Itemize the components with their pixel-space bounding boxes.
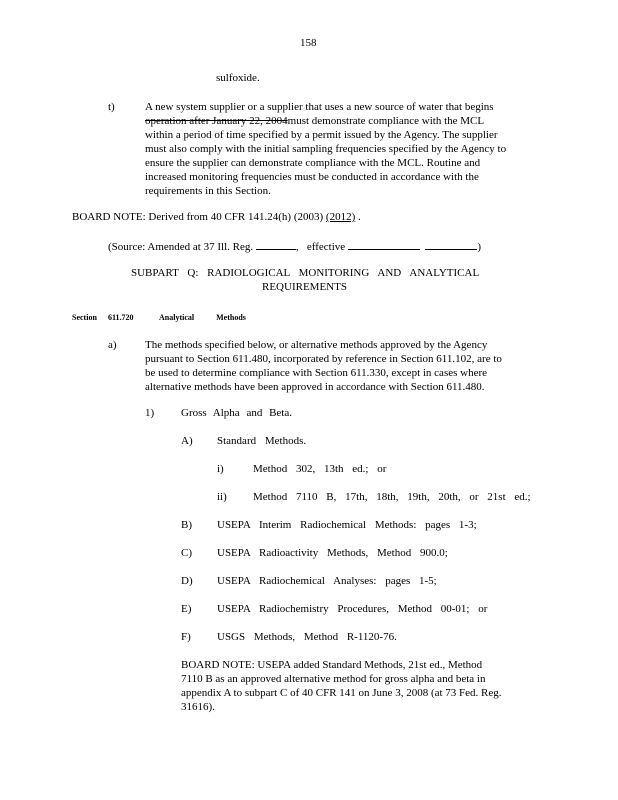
- item-t-line-2-rest: must demonstrate compliance with the MCL: [287, 115, 485, 127]
- item-C-text: USEPA Radioactivity Methods, Method 900.0;: [217, 547, 448, 559]
- item-t-label: t): [108, 101, 115, 113]
- source-blank-3: [425, 240, 477, 250]
- source-line: [108, 240, 481, 253]
- item-a-line-2: pursuant to Section 611.480, incorporated by reference in Section 611.102, are to: [145, 353, 502, 365]
- item-F-text: USGS Methods, Method R-1120-76.: [217, 631, 397, 643]
- board-note-2-line-2: 7110 B as an approved alternative method for gross alpha and beta in: [181, 673, 486, 685]
- sulfoxide-line: sulfoxide.: [216, 72, 260, 84]
- item-A-label: A): [181, 435, 193, 447]
- item-F-label: F): [181, 631, 191, 643]
- item-i-text: Method 302, 13th ed.; or: [253, 463, 387, 475]
- item-i-label: i): [217, 463, 224, 475]
- subpart-heading-line-1: SUBPART Q: RADIOLOGICAL MONITORING AND ANALYTICAL: [131, 267, 480, 279]
- section-number: 611.720: [108, 313, 134, 322]
- item-B-label: B): [181, 519, 192, 531]
- item-t-line-4: must also comply with the initial sampling frequencies specified by the Agency to: [145, 143, 507, 155]
- section-title: Analytical Methods: [159, 313, 246, 322]
- source-prefix: (Source: Amended at 37 Ill. Reg.: [108, 241, 254, 253]
- item-t-line-7: requirements in this Section.: [145, 185, 271, 197]
- item-a-line-4: alternative methods have been approved in accordance with Section 611.480.: [145, 381, 485, 393]
- item-t-line-3: within a period of time specified by a permit issued by the Agency. The supplier: [145, 129, 498, 141]
- board-note-2-line-3: appendix A to subpart C of 40 CFR 141 on June 3, 2008 (at 73 Fed. Reg.: [181, 687, 502, 699]
- source-blank-1: [256, 240, 296, 250]
- item-t-line-1: A new system supplier or a supplier that uses a new source of water that begins: [145, 101, 494, 113]
- page-number: 158: [300, 37, 317, 49]
- item-ii-text: Method 7110 B, 17th, 18th, 19th, 20th, or 21st ed.;: [253, 491, 531, 503]
- item-t-struck-text: operation after January 22, 2004: [145, 115, 288, 127]
- item-t-line-6: increased monitoring frequencies must be conducted in accordance with the: [145, 171, 479, 183]
- board-note-1-underlined: (2012): [325, 211, 356, 223]
- board-note-1: [72, 211, 361, 223]
- item-E-text: USEPA Radiochemistry Procedures, Method 00-01; or: [217, 603, 488, 615]
- board-note-1-prefix: BOARD NOTE: Derived from 40 CFR 141.24(h) (2003): [72, 211, 324, 223]
- item-C-label: C): [181, 547, 192, 559]
- subpart-heading-line-2: REQUIREMENTS: [262, 281, 347, 293]
- source-close: ): [477, 241, 482, 253]
- item-a-paragraph: [145, 338, 529, 394]
- board-note-2: [181, 658, 527, 714]
- item-1-text: Gross Alpha and Beta.: [181, 407, 292, 419]
- item-D-text: USEPA Radiochemical Analyses: pages 1-5;: [217, 575, 437, 587]
- item-D-label: D): [181, 575, 193, 587]
- item-t-paragraph: [145, 100, 543, 198]
- item-1-label: 1): [145, 407, 155, 419]
- board-note-2-line-1: BOARD NOTE: USEPA added Standard Methods, 21st ed., Method: [181, 659, 483, 671]
- item-B-text: USEPA Interim Radiochemical Methods: pages 1-3;: [217, 519, 477, 531]
- item-a-line-1: The methods specified below, or alternative methods approved by the Agency: [145, 339, 488, 351]
- section-label: Section: [72, 313, 97, 322]
- item-A-text: Standard Methods.: [217, 435, 307, 447]
- source-comma: ,: [295, 241, 299, 253]
- item-ii-label: ii): [217, 491, 227, 503]
- source-effective: effective: [306, 241, 346, 253]
- item-a-label: a): [108, 339, 117, 351]
- item-t-line-2: [145, 114, 543, 128]
- board-note-1-suffix: .: [357, 211, 361, 223]
- item-t-line-5: ensure the supplier can demonstrate compliance with the MCL. Routine and: [145, 157, 481, 169]
- source-blank-2: [348, 240, 420, 250]
- board-note-2-line-4: 31616).: [181, 701, 215, 713]
- item-E-label: E): [181, 603, 192, 615]
- item-a-line-3: be used to determine compliance with Section 611.330, except in cases where: [145, 367, 488, 379]
